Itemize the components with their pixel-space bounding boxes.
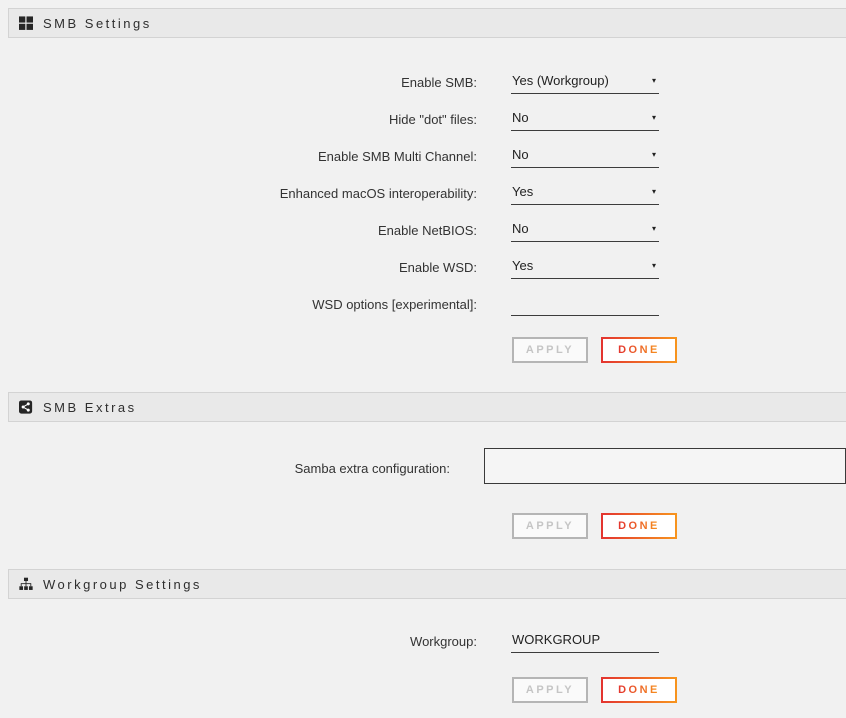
- enable-wsd-select[interactable]: [511, 256, 659, 279]
- form-row-hide-dot-files: [0, 101, 846, 138]
- form-row-enable-netbios: [0, 212, 846, 249]
- field-label: Samba extra configuration:: [294, 460, 450, 476]
- done-button-label: DONE: [618, 520, 660, 532]
- form-row-smb-multi-channel: [0, 138, 846, 175]
- wsd-options-input[interactable]: [511, 293, 659, 316]
- field-label: Enable NetBIOS:: [378, 223, 477, 238]
- field-label: WSD options [experimental]:: [312, 297, 477, 312]
- chevron-down-icon: ▾: [651, 223, 656, 233]
- share-icon: [19, 400, 33, 414]
- chevron-down-icon: ▾: [651, 149, 656, 159]
- done-button-label: DONE: [618, 684, 660, 696]
- select-value: No: [512, 110, 529, 125]
- workgroup-form: [0, 627, 846, 703]
- chevron-down-icon: ▾: [651, 75, 656, 85]
- enable-smb-select[interactable]: [511, 71, 659, 94]
- form-row-samba-extra-config: [0, 449, 846, 487]
- field-label: Enable SMB:: [401, 75, 477, 90]
- field-label: Enable WSD:: [398, 260, 477, 275]
- section-smb-settings: [0, 8, 846, 363]
- section-header-smb-settings: [8, 8, 846, 38]
- select-value: Yes (Workgroup): [512, 73, 609, 88]
- done-button[interactable]: [601, 337, 677, 363]
- button-row: [512, 677, 846, 703]
- done-button[interactable]: [601, 677, 677, 703]
- chevron-down-icon: ▾: [651, 186, 656, 196]
- hide-dot-files-select[interactable]: [511, 108, 659, 131]
- section-header-smb-extras: [8, 392, 846, 422]
- apply-button[interactable]: APPLY: [512, 337, 588, 363]
- done-button-label: DONE: [618, 344, 660, 356]
- smb-settings-form: [0, 38, 846, 363]
- section-header-workgroup-settings: [8, 569, 846, 599]
- macos-interop-select[interactable]: [511, 182, 659, 205]
- samba-extra-config-textarea[interactable]: [484, 448, 846, 484]
- form-row-enable-wsd: [0, 249, 846, 286]
- sitemap-icon: [19, 577, 33, 591]
- form-row-wsd-options: [0, 286, 846, 323]
- chevron-down-icon: ▾: [651, 112, 656, 122]
- section-title: SMB Extras: [43, 399, 137, 415]
- form-row-workgroup: [0, 627, 846, 656]
- workgroup-input[interactable]: [511, 630, 659, 653]
- chevron-down-icon: ▾: [651, 260, 656, 270]
- field-label: Hide "dot" files:: [389, 112, 477, 127]
- enable-netbios-select[interactable]: [511, 219, 659, 242]
- button-row: [512, 337, 846, 363]
- select-value: No: [512, 221, 529, 236]
- section-workgroup-settings: [0, 569, 846, 703]
- button-row: [512, 513, 846, 539]
- select-value: Yes: [512, 184, 534, 199]
- field-label: Workgroup:: [410, 634, 477, 649]
- field-label: Enable SMB Multi Channel:: [318, 149, 477, 164]
- section-smb-extras: [0, 392, 846, 539]
- section-title: SMB Settings: [43, 15, 152, 31]
- apply-button[interactable]: APPLY: [512, 677, 588, 703]
- done-button[interactable]: [601, 513, 677, 539]
- form-row-enable-smb: [0, 64, 846, 101]
- form-row-macos-interop: [0, 175, 846, 212]
- section-title: Workgroup Settings: [43, 576, 202, 592]
- windows-icon: [19, 16, 33, 30]
- field-label: Enhanced macOS interoperability:: [279, 186, 477, 201]
- apply-button[interactable]: APPLY: [512, 513, 588, 539]
- select-value: No: [512, 147, 529, 162]
- smb-extras-form: [0, 449, 846, 539]
- smb-multi-channel-select[interactable]: [511, 145, 659, 168]
- select-value: Yes: [512, 258, 534, 273]
